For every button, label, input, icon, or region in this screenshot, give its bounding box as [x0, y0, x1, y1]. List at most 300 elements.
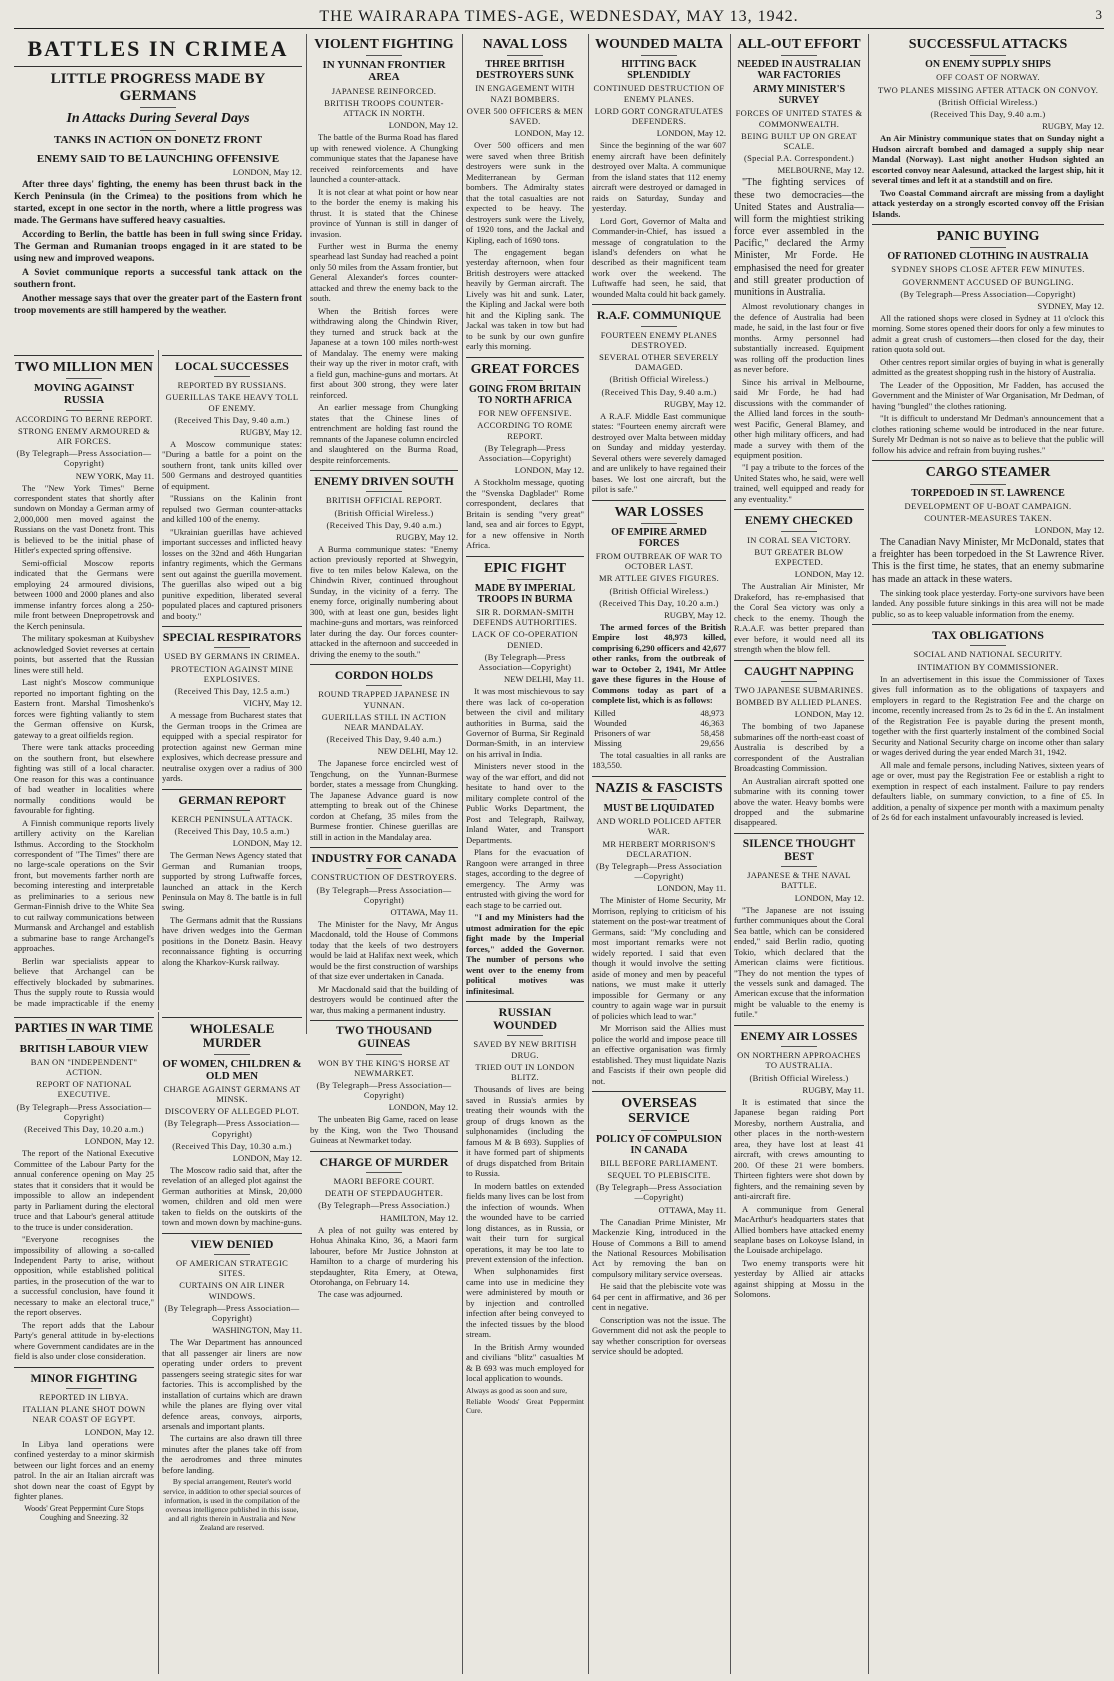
received-line: (Received This Day, 10.5 a.m.) — [174, 825, 290, 836]
received-line: (Received This Day, 10.20 a.m.) — [599, 597, 719, 608]
paragraph: The Japanese force encircled west of Tengchung, on the Yunnan-Burmese border, states a message from Chungking. The Japanese Advance guard is now attempting to break out of the Chinese cordon at Chefang, 35 miles from the Burmese frontier. Chinese guerillas are still in action in the Mandalay area. — [310, 758, 458, 842]
paragraph: According to Berlin, the battle has been in full swing since Friday. The German and Rumanian troops engaged in it are stated to be using new and improved weapons. — [14, 228, 302, 264]
dateline: RUGBY, May 12. — [1042, 121, 1104, 132]
paragraph: In the British Army wounded and civilians "blitz" casualties M & B 693 was much employed for local application to wounds. — [466, 1341, 584, 1384]
paragraph: An earlier message from Chungking states that the Chinese lines of entrenchment are holding fast round the remnants of the Japanese column encircled and slaughtered on the Burma Road, despite reinforcements. — [310, 402, 458, 465]
headline: LOCAL SUCCESSES — [175, 359, 289, 373]
paragraph: In Libya land operations were confined yesterday to a minor skirmish between our light forces and an enemy patrol. In the air an Italian aircraft was shot down near the coast of Egypt by fighter planes. — [14, 1438, 154, 1502]
credit-line: (By Telegraph—Press Association—Copyright) — [478, 651, 572, 672]
subheadline: BOMBED BY ALLIED PLANES. — [736, 696, 862, 707]
headline: TWO MILLION MEN — [15, 360, 153, 375]
paragraph: He said that the plebiscite vote was 64 per cent in affirmative, and 36 per cent in negative. — [592, 1281, 726, 1313]
article-body — [872, 133, 1104, 219]
article-body — [310, 132, 458, 465]
advertisement-line: Always as good as soon and sure, — [466, 1385, 568, 1395]
dateline: RUGBY, May 12. — [664, 609, 726, 620]
subheadline: SYDNEY SHOPS CLOSE AFTER FEW MINUTES. — [891, 264, 1085, 275]
article-body — [592, 140, 726, 299]
subheadline: ACCORDING TO ROME REPORT. — [477, 420, 573, 441]
article-body — [310, 1225, 458, 1300]
article-body — [592, 750, 726, 771]
headline: SPECIAL RESPIRATORS — [162, 630, 302, 645]
dateline: LONDON, May 12. — [388, 1102, 458, 1113]
subheadline: TWO PLANES MISSING AFTER ATTACK ON CONVOY. — [877, 84, 1099, 95]
paragraph: The Leader of the Opposition, Mr Fadden, has accused the Government and the Minister of War Organisation, Mr Dedman, of having "bungled" the clothes rationing. — [872, 379, 1104, 411]
subheadline: ON ENEMY SUPPLY SHIPS — [925, 59, 1051, 71]
subheadline: BRITISH LABOUR VIEW — [19, 1042, 149, 1055]
paragraph: In modern battles on extended fields many lives can be lost from the infection of wounds. When the wounded have to be carried long distances, as in Russia, or wait their turn for surgical operations, it may be too late to prevent extension of the infection. — [466, 1180, 584, 1264]
paragraph: Over 500 officers and men were saved when three British destroyers were sunk in the Mediterranean by German bombers. The Admiralty states that the total casualties are not expected to be heavy. The destroyers sunk were the Lively, of 1920 tons, and the Jackal and Kipling, each of 1690 tons. — [466, 140, 584, 245]
story-caught-napping — [734, 665, 864, 828]
subheadline: ROUND TRAPPED JAPANESE IN YUNNAN. — [318, 689, 450, 710]
received-line: (Received This Day, 10.30 a.m.) — [172, 1140, 292, 1151]
story-view-denied — [162, 1238, 302, 1532]
article-body — [162, 1337, 302, 1475]
subheadline: GOVERNMENT ACCUSED OF BUNGLING. — [902, 276, 1074, 287]
paragraph: The battle of the Burma Road has flared up with renewed violence. A Chungking communique states that the Japanese have received reinforcements and have launched a counter-attack. — [310, 132, 458, 185]
paragraph: Since the beginning of the war 607 enemy aircraft have been definitely destroyed over Malta. A communique from the island states that 112 enemy aircraft were destroyed or damaged in raids on Saturday, Sunday and yesterday. — [592, 140, 726, 214]
dateline: LONDON, May 12. — [514, 128, 584, 139]
paragraph: "Russians on the Kalinin front repulsed two German counter-attacks and killed 100 of the enemy. — [162, 493, 302, 525]
article-body — [592, 622, 726, 706]
headline: WAR LOSSES — [614, 504, 704, 520]
headline: CAUGHT NAPPING — [743, 663, 855, 678]
paragraph: An Air Ministry communique states that on Sunday night a Hudson aircraft bombed and damaged a supply ship near Mandal (Norway). Last night another Hudson sighted an escorted convoy near Aalesund, attacked the largest ship, hit it several times and left it at a standstill and on fire. — [872, 133, 1104, 186]
dateline: VICHY, May 12. — [242, 698, 302, 709]
column-f — [734, 34, 864, 1674]
subheadline: INTIMATION BY COMMISSIONER. — [917, 661, 1059, 672]
headline: ENEMY CHECKED — [745, 513, 853, 528]
received-line: (Received This Day, 10.20 a.m.) — [24, 1123, 144, 1134]
subheadline: FORCES OF UNITED STATES & COMMONWEALTH. — [735, 108, 863, 129]
article-body — [734, 905, 864, 1020]
subheadline: BRITISH OFFICIAL REPORT. — [325, 495, 443, 506]
story-war-losses — [592, 505, 726, 771]
paragraph: Conscription was not the issue. The Government did not ask the people to say whether conscription for overseas service should be adopted. — [592, 1314, 726, 1357]
story-two-million-men — [14, 350, 154, 1008]
paragraph: "I pay a tribute to the forces of the United States who, he said, were well trained, well equipped and ready for any eventuality." — [734, 462, 864, 504]
dateline: LONDON, May 11. — [657, 883, 726, 894]
dateline: LONDON, May 12. — [794, 569, 864, 580]
subheadline: BRITISH TROOPS COUNTER-ATTACK IN NORTH. — [324, 97, 444, 118]
page-number: 3 — [1095, 7, 1102, 22]
credit-line: (British Official Wireless.) — [334, 507, 434, 518]
headline: CHARGE OF MURDER — [319, 1154, 449, 1169]
paragraph: Thousands of lives are being saved in Russia's armies by treating their wounds with the group of drugs known as the sulphonamides (including the famous M & B 693). Supplies of it have formed part of shipments of drugs dispatched from Britain to Russia. — [466, 1084, 584, 1179]
subheadline: HITTING BACK SPLENDIDLY — [621, 59, 697, 82]
paragraph: The case was adjourned. — [318, 1289, 403, 1300]
column-d — [466, 34, 584, 1674]
credit-line: (By Telegraph—Press Association—Copyright) — [164, 1302, 300, 1323]
subheadline: LITTLE PROGRESS MADE BY GERMANS — [50, 71, 266, 104]
article-body — [14, 1439, 154, 1502]
credit-line: (By Telegraph—Press Association—Copyright) — [478, 442, 572, 463]
credit-line: (British Official Wireless.) — [938, 96, 1038, 107]
paragraph: When the British forces were withdrawing along the Chindwin River, they turned and struck back at the Japanese at a town 100 miles north-west of Mandalay. The enemy were making their way up the river in motor craft, with a field gun, machine-guns and mortars. At first about 300 strong, they were later reinforced. — [310, 305, 458, 400]
dateline: RUGBY, May 12. — [240, 426, 302, 437]
dateline: LONDON, May 12. — [84, 1426, 154, 1437]
subheadline: REPORT OF NATIONAL EXECUTIVE. — [36, 1079, 132, 1100]
credit-line: (By Telegraph—Press Association—Copyright) — [595, 1182, 723, 1203]
subheadline: MADE BY IMPERIAL TROOPS IN BURMA — [474, 582, 576, 605]
dateline: LONDON, May 12. — [232, 838, 302, 849]
subheadline: TANKS IN ACTION ON DONETZ FRONT — [54, 133, 262, 146]
paragraph: Other centres report similar orgies of buying in what is generally admitted as the greatest shopping rush in the history of Australia. — [872, 356, 1104, 378]
dateline: LONDON, May 12. — [514, 465, 584, 476]
subheadline: ARMY MINISTER'S SURVEY — [752, 84, 846, 107]
column-c — [310, 34, 458, 1674]
headline: BATTLES IN CRIMEA — [27, 36, 289, 61]
paragraph: A Stockholm message, quoting the "Svenska Dagbladet" Rome correspondent, declares that Britain is sending "very great" land, sea and air forces to Egypt, for a new offensive in North Africa. — [466, 477, 584, 551]
paragraph: A message from Bucharest states that the German troops in the Crimea are equipped with a special respirator for protection against new German mine explosives, which decrease pressure and neutralise oxygen over a radius of 300 yards. — [162, 710, 302, 784]
subheadline: WON BY THE KING'S HORSE AT NEWMARKET. — [318, 1057, 450, 1078]
paragraph: Berlin war specialists appear to believe that Archangel can be effectively blockaded by submarines. Thus the supply route to Russia would be made impracticable if the enemy — [14, 955, 154, 1008]
subheadline: IN CORAL SEA VICTORY. — [747, 534, 851, 545]
subheadline: LACK OF CO-OPERATION DENIED. — [471, 629, 579, 650]
table-cell: Wounded — [594, 717, 627, 728]
paragraph: Since his arrival in Melbourne, said Mr Forde, he had had discussions with the commander of the Allied land forces in the south-west Pacific, General Blamey, and other high military officers, and had made a survey with them of the equipment position. — [734, 376, 864, 460]
received-line: (Received This Day, 9.40 a.m.) — [326, 519, 442, 530]
headline: CARGO STEAMER — [925, 465, 1051, 481]
received-line: (Received This Day, 9.40 a.m.) — [930, 108, 1046, 119]
paragraph: The War Department has announced that all passenger air liners are now operating under orders to prevent passengers seeing strategic sites for war factories. This is accomplished by the installation of curtains which are drawn while the planes are flying over vital defence areas, convoys, airports, arsenals and important plants. — [162, 1337, 302, 1431]
paragraph: "I and my Ministers had the utmost admiration for the epic fight made by the Imperial forces," added the Governor. The number of persons who went over to the enemy from political motives was infinitesimal. — [466, 912, 584, 996]
column-e — [592, 34, 726, 1674]
headline: OVERSEAS SERVICE — [621, 1096, 697, 1127]
story-cordon-holds — [310, 669, 458, 842]
article-body — [14, 483, 154, 1008]
copyright-note: By special arrangement, Reuter's world service, in addition to other special sources of information, is used in the compilation of the overseas intelligence published in this issue, and all rights therein in Australia and New Zealand are reserved. — [163, 1477, 301, 1533]
dateline: LONDON, May 12. — [84, 1136, 154, 1147]
story-enemy-driven-south — [310, 475, 458, 659]
paragraph: Ministers never stood in the way of the war effort, and did not hesitate to hand over to the military complete control of the Public Works Department, the Post and Telegraph, Railway, Inland Water, and Transport Departments. — [466, 761, 584, 845]
subheadline: ON NORTHERN APPROACHES TO AUSTRALIA. — [737, 1050, 861, 1071]
story-local-successes — [162, 360, 302, 621]
paragraph: The engagement began yesterday afternoon, when four British destroyers were attacked heavily by German aircraft. The Lively was hit and sunk. Later, the Kipling and Jackal were both hit and the Kipling sank. The Jackal was taken in tow but had to be sunk by our own gunfire early this morning. — [466, 246, 584, 352]
article-body — [466, 477, 584, 550]
advertisement-line: Reliable Woods' Great Peppermint Cure. — [466, 1396, 584, 1416]
paragraph: Almost revolutionary changes in the defence of Australia had been made, he said, in the last four or five months. Army personnel had substantially increased. Equipment was rolling off the production lines as never before. — [734, 301, 864, 375]
dateline: LONDON, May 12. — [388, 120, 458, 131]
paragraph: All male and female persons, including Natives, sixteen years of age or over, must pay the Registration Fee or establish a right to exemption in respect of each instalment. Failure to pay renders defaulters liable, on summary conviction, to a fine of £5. In addition, a penalty of sixpence per month with a maximum penalty of 2s 6d for each instalment unfavourably increased is levied. — [872, 759, 1104, 823]
subheadline: GUERILLAS TAKE HEAVY TOLL OF ENEMY. — [165, 392, 299, 413]
dateline: LONDON, May 12. — [232, 1152, 302, 1163]
subheadline: CONTINUED DESTRUCTION OF ENEMY PLANES. — [593, 83, 725, 104]
received-line: (Received This Day, 9.40 a.m.) — [326, 734, 442, 745]
subheadline: GOING FROM BRITAIN TO NORTH AFRICA — [468, 384, 582, 407]
subheadline: REPORTED BY RUSSIANS. — [177, 380, 287, 391]
headline: VIOLENT FIGHTING — [314, 37, 454, 52]
article-body — [592, 1217, 726, 1357]
credit-line: (British Official Wireless.) — [609, 585, 709, 596]
story-parties-in-war-time — [14, 1022, 154, 1362]
paragraph: Another message says that over the greater part of the Eastern front troop movements are still hampered by the weather. — [14, 292, 302, 316]
subheadline: SEQUEL TO PLEBISCITE. — [607, 1169, 711, 1180]
masthead — [14, 4, 1104, 29]
subheadline: BAN ON "INDEPENDENT" ACTION. — [30, 1056, 138, 1078]
article-body — [466, 1084, 584, 1384]
subheadline: OF WOMEN, CHILDREN & OLD MEN — [162, 1057, 302, 1082]
paragraph: Semi-official Moscow reports indicated that the Germans were employing 24 armoured divisions, between 1000 and 2000 planes and also immense infantry forces along a 250-mile front between Dnepropetrovsk and the Kerch peninsula. — [14, 557, 154, 631]
paragraph: A Soviet communique reports a successful tank attack on the southern front. — [14, 266, 302, 290]
paragraph: "Ukrainian guerillas have achieved important successes and inflicted heavy losses on the 32nd and 46th Hungarian infantry regiments, which the Germans sent out against the guerilla movement. The guerillas also wiped out a big punitive expedition, liberated several populated places and captured prisoners and booty." — [162, 526, 302, 621]
subheadline: CHARGE AGAINST GERMANS AT MINSK. — [163, 1083, 301, 1104]
paragraph: The unbeaten Big Game, raced on lease by the King, won the Two Thousand Guineas at Newmarket today. — [310, 1114, 458, 1146]
dateline: LONDON, May 12. — [232, 166, 302, 177]
column-rule — [868, 34, 869, 1674]
table-row — [592, 728, 726, 738]
article-body — [310, 1114, 458, 1145]
headline: EPIC FIGHT — [483, 560, 567, 576]
paragraph: "It is difficult to understand Mr Dedman's announcement that a clothes rationing scheme would be introduced in the near future. Surely Mr Dedman is not so naive as to believe that the public will follow his advice and refrain from buying rushes." — [872, 413, 1104, 455]
story-wholesale-murder — [162, 1022, 302, 1228]
credit-line: (British Official Wireless.) — [609, 374, 709, 385]
dateline: LONDON, May 12. — [794, 709, 864, 720]
table-cell: 58,458 — [700, 727, 724, 738]
headline: PANIC BUYING — [936, 229, 1040, 245]
article-body — [592, 411, 726, 495]
subheadline: SAVED BY NEW BRITISH DRUG. — [473, 1039, 577, 1060]
paragraph: After three days' fighting, the enemy has been thrust back in the Kerch Peninsula (in the Crimea) to the positions from which he started, except in one sector in the north, where a little progress was made. The Germans have suffered heavy casualties. — [14, 178, 302, 226]
paragraph: Plans for the evacuation of Rangoon were arranged in three stages, according to the degree of emergency. The Army was entrusted with giving the word for each stage to be carried out. — [466, 847, 584, 910]
dateline: LONDON, May 12. — [656, 128, 726, 139]
headline: TWO THOUSAND GUINEAS — [336, 1025, 432, 1050]
article-body — [162, 1165, 302, 1228]
story-great-forces — [466, 362, 584, 551]
paragraph: It is not clear at what point or how near to the border the enemy is making his thrust. It is stated that the Chinese province of Yunnan is still in danger of invasion. — [310, 186, 458, 239]
subheadline: POLICY OF COMPULSION IN CANADA — [596, 1133, 722, 1156]
subheadline: LORD GORT CONGRATULATES DEFENDERS. — [594, 105, 724, 126]
paragraph: The bombing of two Japanese submarines off the north-east coast of Australia is described by a correspondent of the Australian Broadcasting Commission. — [734, 721, 864, 774]
masthead-title: THE WAIRARAPA TIMES-AGE, WEDNESDAY, MAY 13, 1942. — [319, 8, 799, 25]
story-german-report — [162, 794, 302, 968]
table-cell: Missing — [594, 737, 622, 748]
received-line: (Received This Day, 12.5 a.m.) — [174, 685, 290, 696]
casualty-table — [592, 708, 726, 748]
subheadline: JAPANESE & THE NAVAL BATTLE. — [747, 870, 851, 891]
headline: INDUSTRY FOR CANADA — [311, 851, 457, 866]
subheadline: ENEMY SAID TO BE LAUNCHING OFFENSIVE — [36, 152, 280, 165]
story-industry-for-canada — [310, 852, 458, 1015]
table-cell: 29,656 — [700, 737, 724, 748]
dateline: MELBOURNE, May 12. — [777, 165, 864, 176]
article-body — [592, 895, 726, 1086]
paragraph: The Minister of Home Security, Mr Morrison, replying to criticism of his statement on the post-war treatment of Germans, said: "My concluding and most important remarks were not widely reported. I said that even though it would involve the setting aside of money and men by peaceful nations, we must make it utterly impossible for Germany or any country to again wage war in pursuit of policies which lead to war." — [592, 895, 726, 1021]
subheadline: SEVERAL OTHER SEVERELY DAMAGED. — [599, 351, 719, 373]
subheadline: COUNTER-MEASURES TAKEN. — [924, 512, 1052, 523]
subheadline: DEATH OF STEPDAUGHTER. — [324, 1188, 444, 1199]
story-wounded-malta — [592, 37, 726, 299]
subheadline: CURTAINS ON AIR LINER WINDOWS. — [179, 1280, 285, 1301]
dateline: OTTAWA, May 11. — [658, 1204, 726, 1215]
subheadline: IN ENGAGEMENT WITH NAZI BOMBERS. — [475, 83, 575, 104]
headline: GERMAN REPORT — [178, 792, 286, 807]
paragraph: A plea of not guilty was entered by Hohua Ahinaka Kino, 36, a Maori farm labourer, before Mr Justice Johnston at Hamilton to a charge of murdering his stepdaughter, Rita Emery, at Otewa, Otorohanga, on February 14. — [310, 1224, 458, 1287]
article-body — [310, 919, 458, 1015]
subheadline: TORPEDOED IN ST. LAWRENCE — [911, 487, 1065, 499]
subheadline: USED BY GERMANS IN CRIMEA. — [164, 651, 300, 662]
paragraph: The total casualties in all ranks are 183,550. — [592, 749, 726, 771]
credit-line: (By Telegraph—Press Association—Copyright) — [595, 860, 723, 882]
paragraph: Mr Macdonald said that the building of destroyers would be continued after the war, thus making a permanent industry. — [310, 983, 458, 1015]
subheadline: OF EMPIRE ARMED FORCES — [611, 526, 707, 549]
subheadline: CONSTRUCTION OF DESTROYERS. — [311, 872, 457, 883]
subheadline: AND WORLD POLICED AFTER WAR. — [596, 816, 722, 837]
article-body — [872, 537, 1104, 619]
subheadline: REPORTED IN LIBYA. — [39, 1392, 129, 1403]
subheadline: FOR NEW OFFENSIVE. — [478, 408, 572, 419]
subheadline: BILL BEFORE PARLIAMENT. — [600, 1157, 718, 1168]
paragraph: Further west in Burma the enemy spearhead last Sunday had reached a point only 50 miles from the Assam frontier, but General Alexander's forces counter-attacked and threw the enemy back to the south. — [310, 240, 458, 304]
article-body — [162, 850, 302, 967]
article-body — [162, 710, 302, 783]
paragraph: A R.A.F. Middle East communique states: "Fourteen enemy aircraft were destroyed over Malta between midday on Sunday and midday yesterday. Several others were severely damaged and are unlikely to have regained their bases. We lost one aircraft, but the pilot is safe." — [592, 410, 726, 495]
column-rule — [588, 34, 589, 1674]
subheadline: THREE BRITISH DESTROYERS SUNK — [475, 59, 575, 82]
credit-line: (By Telegraph—Press Association—Copyright) — [164, 1118, 300, 1139]
paragraph: It is estimated that since the Japanese began raiding Port Moresby, northern Australia, and other places in the north-western area, they have lost at least 41 aircraft, with crews amounting to 200. Of these 21 were bombers. Thirteen fighters were shot down by fighters, and the remaining seven by anti-aircraft fire. — [734, 1096, 864, 1202]
story-tax-obligations — [872, 629, 1104, 822]
story-russian-wounded — [466, 1006, 584, 1415]
story-overseas-service — [592, 1096, 726, 1357]
subheadline: DEVELOPMENT OF U-BOAT CAMPAIGN. — [904, 500, 1072, 511]
subheadline: MUST BE LIQUIDATED — [603, 803, 715, 815]
story-minor-fighting — [14, 1372, 154, 1523]
subheadline: ACCORDING TO BERNE REPORT. — [15, 413, 153, 424]
column-b — [162, 350, 302, 1008]
story-naval-loss — [466, 37, 584, 352]
headline: RUSSIAN WOUNDED — [492, 1005, 557, 1033]
received-line: (Received This Day, 9.40 a.m.) — [601, 386, 717, 397]
article-body — [872, 674, 1104, 823]
paragraph: A Burma communique states: "Enemy action previously reported at Shwegyin, five to ten miles below Kalewa, on the Chindwin River, continued throughout Sunday, in the vicinity of a ferry. The enemy force, originally numbering about 300, with at least one gun, besides light machine-guns and mortars, was reinforced later during the day. Our forces counter-attacked in the afternoon and succeeded in driving the enemy to the south." — [310, 543, 458, 659]
dateline: RUGBY, May 12. — [396, 531, 458, 542]
dateline: RUGBY, May 12. — [664, 398, 726, 409]
headline: ALL-OUT EFFORT — [737, 37, 861, 52]
subheadline: FROM OUTBREAK OF WAR TO OCTOBER LAST. — [595, 550, 723, 572]
paragraph: "The Japanese are not issuing further communiques about the Coral Sea battle, which can be considered ended," said Berlin radio, quoting Tokio, which declared that the American claims were fictitious. "They do not mention the types of the vessels sunk and damaged. The American excuse that the information might be valuable to the enemy is futile." — [734, 904, 864, 1020]
subheadline: PROTECTION AGAINST MINE EXPLOSIVES. — [170, 663, 294, 684]
paragraph: The Germans admit that the Russians have driven wedges into the German positions in the Donetz Basin. Heavy reconnaissance fighting is occurring along the Kharkov-Kursk railway. — [162, 914, 302, 967]
dateline: RUGBY, May 11. — [802, 1084, 864, 1095]
headline: TAX OBLIGATIONS — [932, 628, 1044, 643]
headline: VIEW DENIED — [190, 1236, 274, 1251]
credit-line: (By Telegraph—Press Association—Copyright) — [316, 884, 452, 905]
table-cell: 48,973 — [700, 707, 724, 718]
paragraph: The report of the National Executive Committee of the Labour Party for the annual conference opening on May 25 states that it considers that it would be impossible to allow an independent party in Parliament during the electoral truce and that Labour's general attitude to the truce is under consideration. — [14, 1148, 154, 1232]
column-g — [872, 34, 1104, 1674]
subheadline: MAORI BEFORE COURT. — [333, 1176, 435, 1187]
paragraph: The Minister for the Navy, Mr Angus Macdonald, told the House of Commons today that the keels of two destroyers would be laid at Halifax next week, which would be the first construction of warships of that size ever undertaken in Canada. — [310, 918, 458, 982]
story-all-out-effort — [734, 37, 864, 504]
credit-line: (By Telegraph—Press Association.) — [318, 1200, 450, 1211]
headline: MINOR FIGHTING — [30, 1370, 138, 1385]
dateline: NEW DELHI, May 11. — [504, 674, 584, 685]
subheadline: In Attacks During Several Days — [66, 111, 250, 127]
paragraph: Mr Morrison said the Allies must police the world and impose peace till an effective organisation was firmly established. They must liquidate Nazis and Fascists if their own people did not. — [592, 1023, 726, 1086]
paragraph: The Canadian Navy Minister, Mr McDonald, states that a freighter has been torpedoed in the St Lawrence River. This is the first time, he states, that an enemy submarine has made an attack in these waters. — [872, 537, 1104, 585]
subheadline: SOCIAL AND NATIONAL SECURITY. — [913, 649, 1063, 660]
paragraph: The Moscow radio said that, after the revelation of an alleged plot against the German authorities at Minsk, 20,000 women, children and old men were taken to fields on the outskirts of the town and mown down by machine-guns. — [162, 1164, 302, 1228]
paragraph: A Finnish communique reports lively artillery activity on the Karelian Isthmus. According to the Stockholm correspondent of "The Times" there are no large-scale operations on the Svir front, but movements farther north are becoming interesting and interpretable as preliminaries to a serious new German-Finnish drive to the White Sea to cut railway communications between Murmansk and Archangel and establish a submarine base to range Archangel's approaches. — [14, 817, 154, 954]
headline: CORDON HOLDS — [334, 668, 434, 683]
paragraph: When sulphonamides first came into use in medicine they were administered by mouth or by injection and controlled infection after being conveyed to the infected tissues by the blood stream. — [466, 1266, 584, 1340]
subheadline: SIR R. DORMAN-SMITH DEFENDS AUTHORITIES. — [472, 606, 578, 628]
article-body — [872, 313, 1104, 455]
article-body — [734, 1097, 864, 1300]
subheadline: NEEDED IN AUSTRALIAN WAR FACTORIES — [737, 59, 861, 82]
headline: ENEMY AIR LOSSES — [740, 1028, 858, 1043]
headline: NAVAL LOSS — [482, 37, 568, 52]
subheadline: FOURTEEN ENEMY PLANES DESTROYED. — [600, 329, 718, 350]
table-cell: 46,363 — [700, 717, 724, 728]
article-body — [310, 544, 458, 659]
paragraph: A communique from General MacArthur's headquarters states that Allied bombers have attacked enemy seaplane bases on Lokoyse Island, in the Louisade archipelago. — [734, 1203, 864, 1256]
subheadline: OFF COAST OF NORWAY. — [936, 72, 1040, 83]
paragraph: It was most mischievous to say there was lack of co-operation between the civil and military authorities in Burma, said the Governor of Burma, Sir Reginald Dorman-Smith, in an interview on his arrival in India. — [466, 686, 584, 759]
story-epic-fight — [466, 561, 584, 997]
dateline: LONDON, May 12. — [1034, 525, 1104, 536]
paragraph: The curtains are also drawn till three minutes after the planes take off from the aerodromes and three minutes before landing. — [162, 1433, 302, 1475]
subheadline: GUERILLAS STILL IN ACTION NEAR MANDALAY. — [321, 711, 447, 732]
table-row — [592, 718, 726, 728]
story-enemy-checked — [734, 514, 864, 654]
story-charge-of-murder — [310, 1156, 458, 1300]
headline: WHOLESALE MURDER — [189, 1021, 275, 1051]
subheadline: MR ATTLEE GIVES FIGURES. — [598, 573, 720, 584]
column-rule — [462, 34, 463, 1674]
article-body — [162, 439, 302, 621]
subheadline: OVER 500 OFFICERS & MEN SAVED. — [466, 105, 584, 126]
column-rule — [158, 350, 159, 1010]
table-row — [592, 738, 726, 748]
credit-line: (Special P.A. Correspondent.) — [744, 153, 854, 164]
table-cell: Prisoners of war — [594, 727, 651, 738]
dateline: HAMILTON, May 12. — [380, 1212, 458, 1223]
subheadline: OF AMERICAN STRATEGIC SITES. — [175, 1258, 289, 1279]
story-cargo-steamer — [872, 465, 1104, 619]
subheadline: ITALIAN PLANE SHOT DOWN NEAR COAST OF EGYPT. — [22, 1404, 146, 1425]
credit-line: (By Telegraph—Press Association—Copyright) — [16, 1101, 152, 1122]
paragraph: The report adds that the Labour Party's general attitude in by-elections where Government candidates are in the field is also under close consideration. — [14, 1319, 154, 1362]
story-silence-thought-best — [734, 838, 864, 1020]
credit-line: (British Official Wireless.) — [749, 1072, 849, 1083]
headline: SUCCESSFUL ATTACKS — [908, 37, 1068, 52]
advertisement-line: Woods' Great Peppermint Cure Stops Coughing and Sneezing. 32 — [24, 1503, 144, 1523]
subheadline: OF RATIONED CLOTHING IN AUSTRALIA — [887, 251, 1089, 263]
subheadline: STRONG ENEMY ARMOURED & AIR FORCES. — [18, 425, 150, 446]
story-raf-communique — [592, 309, 726, 494]
headline: NAZIS & FASCISTS — [595, 780, 723, 796]
paragraph: Lord Gort, Governor of Malta and Commander-in-Chief, has issued a message of congratulation to the island's defenders on what he described as their magnificent team work over the weekend. The Luftwaffe had seen, he said, that wounded Malta could hit back gamely. — [592, 215, 726, 299]
story-enemy-air-losses — [734, 1030, 864, 1300]
headline: PARTIES IN WAR TIME — [14, 1021, 154, 1035]
subheadline: MOVING AGAINST RUSSIA — [34, 382, 134, 407]
subheadline: KERCH PENINSULA ATTACK. — [171, 813, 293, 824]
paragraph: Two enemy transports were hit yesterday by Allied air attacks against shipping at Mossu in the Solomons. — [734, 1257, 864, 1300]
dateline: WASHINGTON, May 11. — [212, 1325, 302, 1336]
paragraph: The "New York Times" Berne correspondent states that shortly after sundown on Monday a German army of 2,000,000 men moved against the Russians on the vast Donetz front. This is believed to be the initial phase of Hitler's expected spring offensive. — [14, 482, 154, 556]
paragraph: There were tank attacks proceeding on the southern front, but elsewhere fighting was still of a local character. One reason for this was a continuance of bad weather in localities where normally conditions would be favourable for fighting. — [14, 742, 154, 816]
paragraph: The German News Agency stated that German and Rumanian troops, supported by strong Luftwaffe forces, launched an attack in the Kerch Peninsula on May 8. The battle is in full swing. — [162, 850, 302, 913]
story-special-respirators — [162, 631, 302, 783]
headline: ENEMY DRIVEN SOUTH — [314, 474, 454, 489]
story-battles-in-crimea — [14, 34, 302, 346]
story-two-thousand-guineas — [310, 1025, 458, 1145]
column-a-bottom — [14, 1012, 154, 1674]
subheadline: DISCOVERY OF ALLEGED PLOT. — [164, 1106, 300, 1117]
paragraph: In an advertisement in this issue the Commissioner of Taxes gives full information as to the obligations of taxpayers and employers in regard to the Registration Fee and the charge on income, recently increased from 2s to 2s 6d in the £. An instalment of the Registration Fee is payable during the present month, together with the first quarterly instalment of the combined Social Security and National Security charge on income other than salary or wages derived during the year ended March 31, 1942. — [872, 673, 1104, 758]
